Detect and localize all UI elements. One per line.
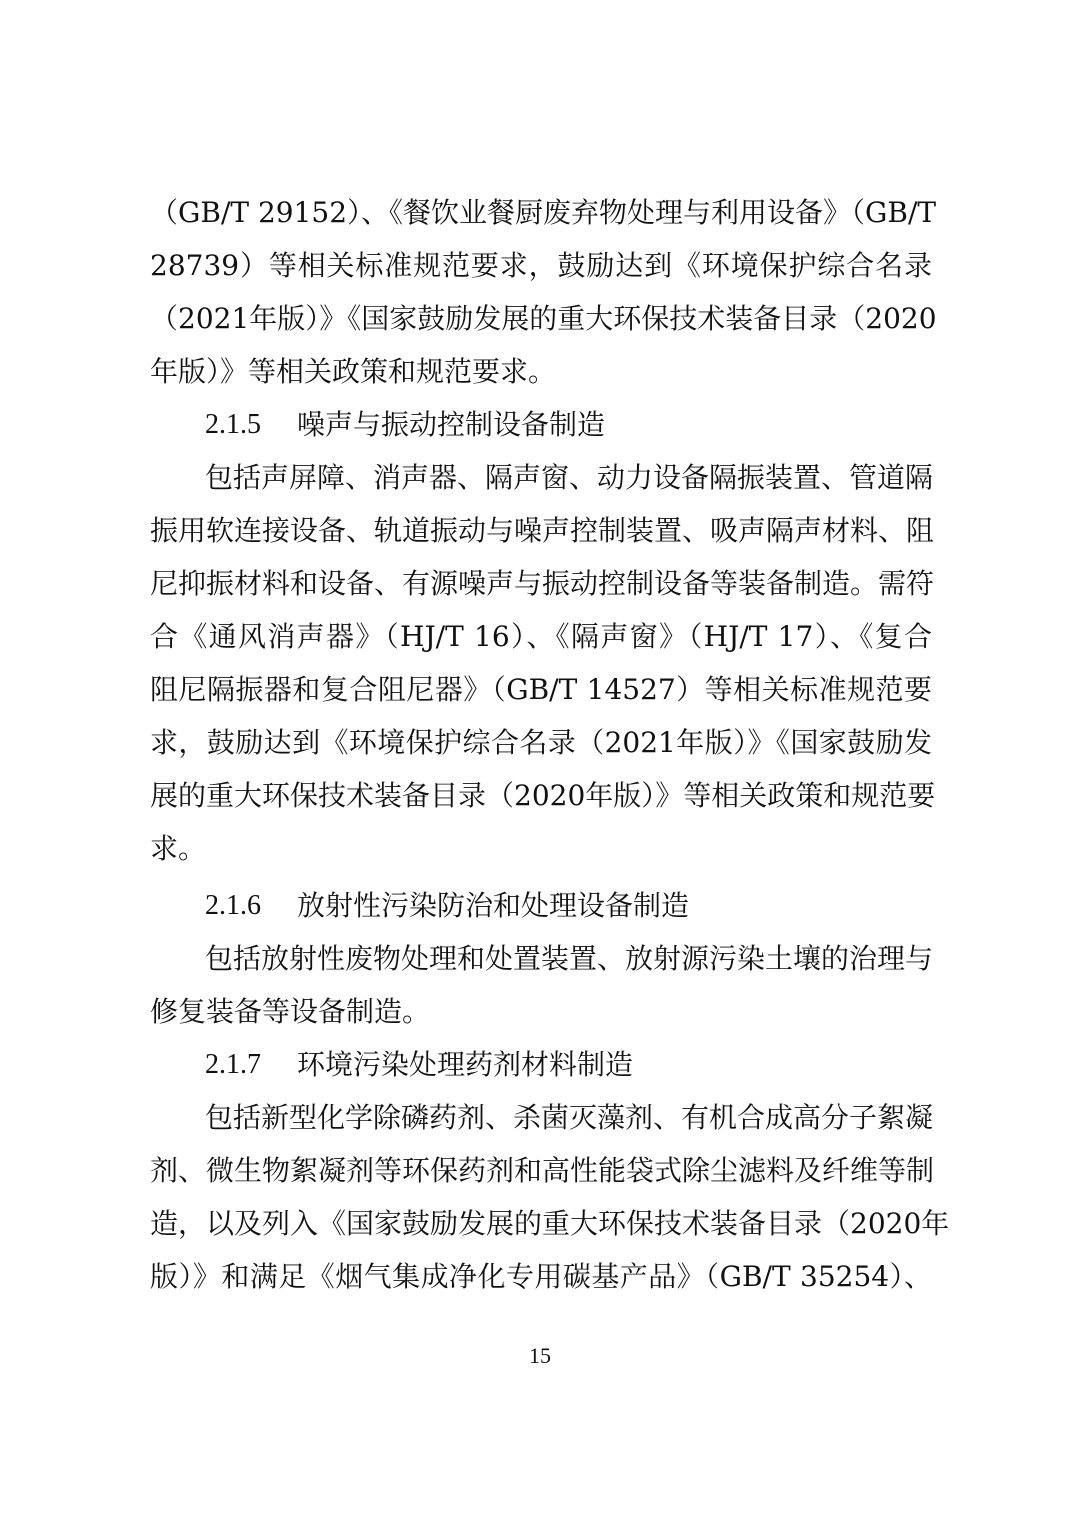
paragraph-line: 包括声屏障、消声器、隔声窗、动力设备隔振装置、管道隔	[205, 461, 934, 494]
paragraph-line: 尼抑振材料和设备、有源噪声与振动控制设备等装备制造。需符	[150, 567, 935, 600]
section-title: 噪声与振动控制设备制造	[297, 408, 606, 441]
paragraph-line: （GB/T 29152）、《餐饮业餐厨废弃物处理与利用设备》（GB/T	[150, 196, 937, 229]
paragraph-line: 28739）等相关标准规范要求，鼓励达到《环境保护综合名录	[150, 249, 932, 282]
paragraph-line: 包括放射性废物处理和处置装置、放射源污染土壤的治理与	[205, 942, 934, 975]
paragraph-line: 剂、微生物絮凝剂等环保药剂和高性能袋式除尘滤料及纤维等制	[150, 1154, 935, 1187]
paragraph-line: 年版）》等相关政策和规范要求。	[150, 355, 557, 388]
paragraph-line: 求，鼓励达到《环境保护综合名录（2021年版）》《国家鼓励发	[150, 726, 932, 759]
paragraph-line: （2021年版）》《国家鼓励发展的重大环保技术装备目录（2020	[150, 302, 937, 335]
paragraph-line: 展的重大环保技术装备目录（2020年版）》等相关政策和规范要	[150, 779, 936, 812]
paragraph-line: 合《通风消声器》（HJ/T 16）、《隔声窗》（HJ/T 17）、《复合	[150, 620, 932, 653]
section-number: 2.1.5	[205, 409, 261, 440]
section-title: 放射性污染防治和处理设备制造	[297, 889, 690, 922]
paragraph-line: 版）》和满足《烟气集成净化专用碳基产品》（GB/T 35254）、	[150, 1260, 932, 1293]
section-number: 2.1.6	[205, 890, 261, 921]
paragraph-line: 修复装备等设备制造。	[150, 995, 431, 1028]
paragraph-line: 求。	[150, 832, 207, 865]
page-number: 15	[529, 1343, 551, 1368]
paragraph-line: 包括新型化学除磷药剂、杀菌灭藻剂、有机合成高分子絮凝	[205, 1101, 934, 1134]
paragraph-line: 造，以及列入《国家鼓励发展的重大环保技术装备目录（2020年	[150, 1207, 950, 1240]
section-title: 环境污染处理药剂材料制造	[297, 1048, 634, 1081]
paragraph-line: 阻尼隔振器和复合阻尼器》（GB/T 14527）等相关标准规范要	[150, 673, 932, 706]
paragraph-line: 振用软连接设备、轨道振动与噪声控制装置、吸声隔声材料、阻	[150, 514, 935, 547]
section-number: 2.1.7	[205, 1049, 261, 1080]
